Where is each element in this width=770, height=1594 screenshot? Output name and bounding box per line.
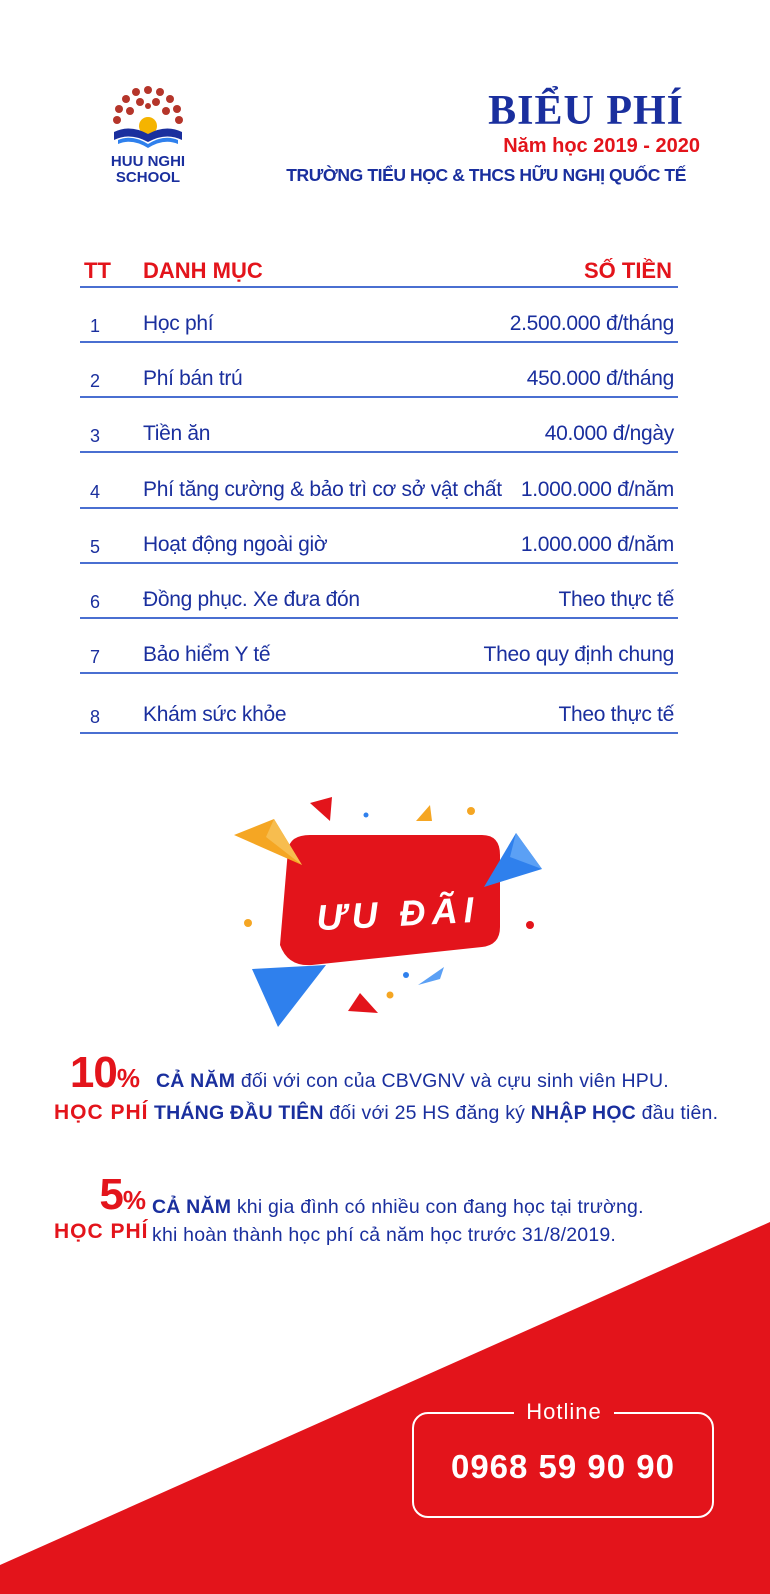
row-tt: 6 — [90, 592, 101, 612]
offer1-line2-bold1: THÁNG ĐẦU TIÊN — [154, 1102, 324, 1124]
offer1-line2-mid: đối với 25 HS đăng ký — [323, 1102, 531, 1124]
hotline-label: Hotline — [514, 1398, 614, 1426]
row-amount: Theo thực tế — [558, 588, 674, 611]
promo-graphic — [230, 795, 550, 1035]
table-row — [80, 288, 678, 343]
row-amount: Theo quy định chung — [483, 643, 674, 666]
hotline-number[interactable]: 0968 59 90 90 — [450, 1448, 676, 1485]
offer1-line1-bold: CẢ NĂM — [156, 1070, 236, 1092]
offer1-line2 — [154, 1102, 718, 1125]
header-name: DANH MỤC — [143, 258, 263, 283]
table-row — [80, 509, 678, 564]
row-amount: 450.000 đ/tháng — [526, 367, 674, 390]
table-row — [80, 674, 678, 734]
offer2-line1-rest: khi gia đình có nhiều con đang học tại trường. — [231, 1196, 644, 1218]
logo-line1: HUU NGHI — [110, 153, 186, 170]
row-amount: 1.000.000 đ/năm — [520, 533, 674, 556]
row-tt: 2 — [90, 371, 101, 391]
logo-line2: SCHOOL — [115, 169, 181, 186]
school-logo-stars-book-icon — [108, 82, 188, 152]
row-name: Khám sức khỏe — [143, 703, 287, 726]
header-tt: TT — [84, 258, 111, 283]
row-amount: 40.000 đ/ngày — [544, 422, 674, 445]
offer2-line1 — [152, 1196, 644, 1219]
offer2-percent — [70, 1170, 146, 1220]
offer1-line2-rest: đầu tiên. — [635, 1102, 719, 1124]
row-tt: 8 — [90, 707, 101, 727]
row-name: Bảo hiểm Y tế — [143, 643, 271, 666]
table-row — [80, 564, 678, 619]
table-row — [80, 398, 678, 453]
row-name: Đồng phục. Xe đưa đón — [143, 588, 360, 611]
offer1-unit: HỌC PHÍ — [54, 1101, 149, 1124]
offer2-line1-bold: CẢ NĂM — [152, 1196, 232, 1218]
school-logo — [103, 82, 193, 192]
hotline-box[interactable] — [412, 1399, 714, 1518]
row-name: Hoạt động ngoài giờ — [143, 533, 328, 556]
row-amount: Theo thực tế — [558, 703, 674, 726]
header — [286, 88, 700, 186]
row-amount: 2.500.000 đ/tháng — [509, 312, 674, 335]
offer2-percent-num: 5 — [99, 1170, 123, 1219]
offer1-percent-sign: % — [116, 1063, 140, 1093]
fee-table — [80, 250, 678, 734]
page-title: BIỂU PHÍ — [488, 88, 684, 134]
row-name: Học phí — [143, 312, 214, 335]
offer1-line1 — [156, 1070, 669, 1093]
offer1-percent-num: 10 — [69, 1048, 117, 1097]
school-name: TRƯỜNG TIỂU HỌC & THCS HỮU NGHỊ QUỐC TẾ — [286, 165, 686, 185]
header-amount: SỐ TIỀN — [583, 258, 672, 283]
row-tt: 3 — [90, 426, 101, 446]
table-row — [80, 619, 678, 674]
row-amount: 1.000.000 đ/năm — [520, 478, 674, 501]
offer1-percent — [56, 1048, 140, 1098]
offer1-line1-rest: đối với con của CBVGNV và cựu sinh viên HPU. — [235, 1070, 669, 1092]
school-year: Năm học 2019 - 2020 — [503, 135, 700, 157]
row-tt: 1 — [90, 316, 101, 336]
promo-label: ƯU ĐÃI — [315, 888, 481, 939]
offer1-line2-bold2: NHẬP HỌC — [530, 1102, 636, 1124]
table-row — [80, 343, 678, 398]
offer2-unit: HỌC PHÍ — [54, 1220, 149, 1243]
table-header — [80, 250, 678, 288]
offer2-line2: khi hoàn thành học phí cả năm học trước 31/8/2019. — [152, 1224, 617, 1246]
table-row — [80, 453, 678, 509]
row-name: Phí bán trú — [143, 367, 243, 390]
offer2-percent-sign: % — [122, 1185, 146, 1215]
row-name: Phí tăng cường & bảo trì cơ sở vật chất — [143, 478, 502, 501]
row-tt: 5 — [90, 537, 101, 557]
row-name: Tiền ăn — [143, 422, 211, 445]
row-tt: 7 — [90, 647, 101, 667]
row-tt: 4 — [90, 482, 101, 502]
